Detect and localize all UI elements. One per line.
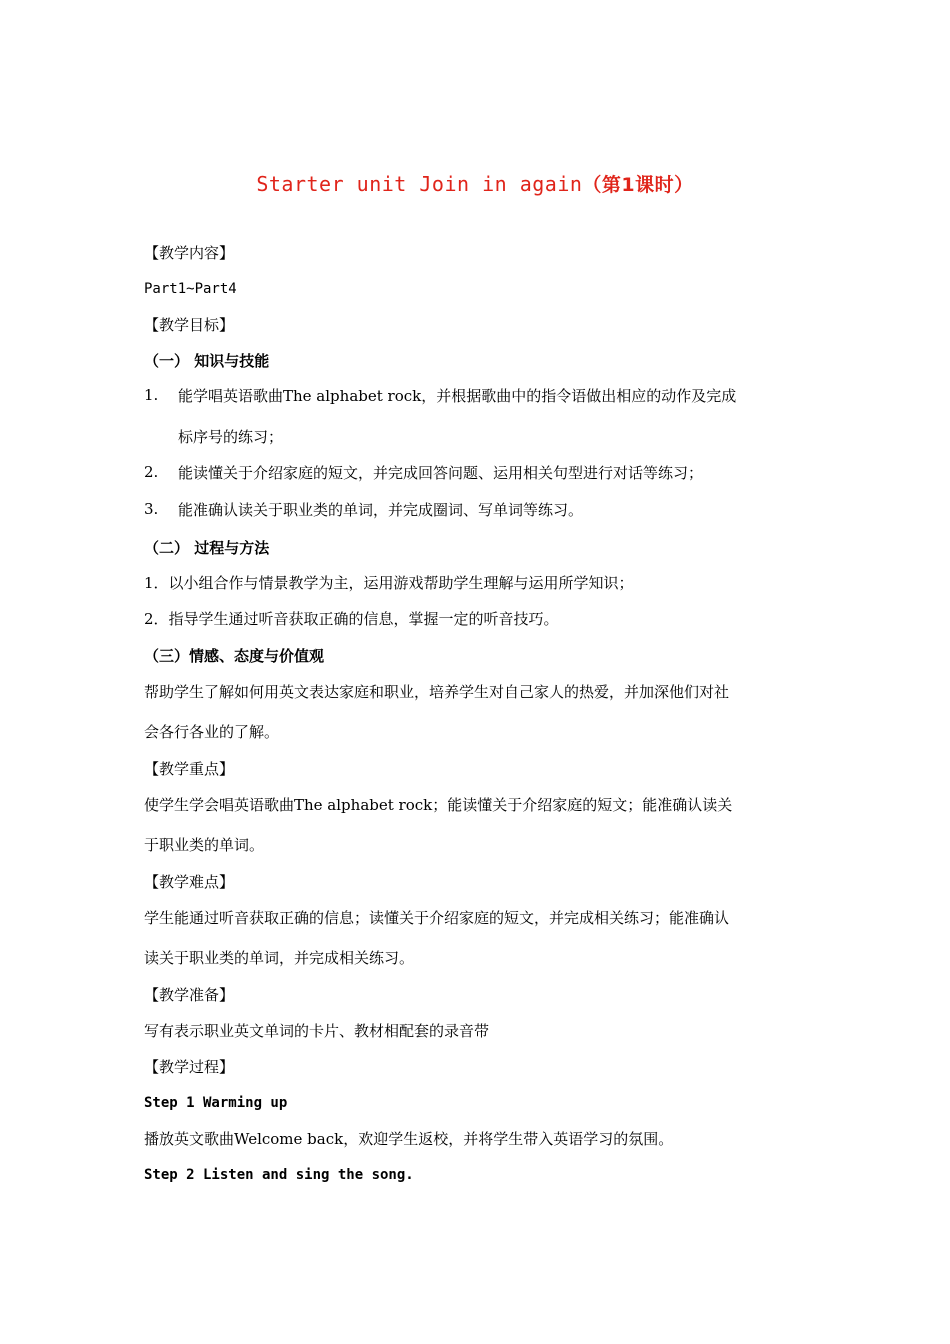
section2-header: （二） 过程与方法 [144,539,270,557]
paragraph-line: 读关于职业类的单词，并完成相关练习。 [144,949,415,967]
list-item-continuation: 标序号的练习； [178,428,284,446]
list-item: 2．指导学生通过听音获取正确的信息，掌握一定的听音技巧。 [144,610,559,628]
paragraph-line: 写有表示职业英文单词的卡片、教材相配套的录音带 [144,1022,490,1040]
paragraph-line: 使学生学会唱英语歌曲The alphabet rock；能读懂关于介绍家庭的短文；能准确认读关 [144,796,733,814]
list-item-number: 2. [144,463,159,481]
content-value: Part1~Part4 [144,281,237,297]
section1-header: （一） 知识与技能 [144,352,270,370]
process-header: 【教学过程】 [144,1058,235,1076]
list-item: 1．以小组合作与情景教学为主，运用游戏帮助学生理解与运用所学知识； [144,574,634,592]
paragraph-line: 播放英文歌曲Welcome back，欢迎学生返校，并将学生带入英语学习的氛围。 [144,1130,674,1148]
list-item-number: 1. [144,386,159,404]
list-item-number: 3. [144,500,159,518]
list-item: 能学唱英语歌曲The alphabet rock，并根据歌曲中的指令语做出相应的动作及完成 [178,387,737,405]
title-suffix: （第1课时） [582,174,694,196]
paragraph-line: 会各行各业的了解。 [144,723,280,741]
difficulties-header: 【教学难点】 [144,873,235,891]
title-main: Starter unit Join in again [256,172,583,196]
section3-header: （三）情感、态度与价值观 [144,647,325,665]
paragraph-line: 于职业类的单词。 [144,836,265,854]
list-item: 能准确认读关于职业类的单词，并完成圈词、写单词等练习。 [178,501,584,519]
step-heading: Step 2 Listen and sing the song. [144,1167,414,1183]
goals-header: 【教学目标】 [144,316,235,334]
key-points-header: 【教学重点】 [144,760,235,778]
list-item: 能读懂关于介绍家庭的短文，并完成回答问题、运用相关句型进行对话等练习； [178,464,704,482]
step-heading: Step 1 Warming up [144,1095,288,1111]
preparation-header: 【教学准备】 [144,986,235,1004]
paragraph-line: 帮助学生了解如何用英文表达家庭和职业，培养学生对自己家人的热爱，并加深他们对社 [144,683,730,701]
paragraph-line: 学生能通过听音获取正确的信息；读懂关于介绍家庭的短文，并完成相关练习；能准确认 [144,909,730,927]
content-header: 【教学内容】 [144,244,235,262]
page-title [0,170,950,197]
